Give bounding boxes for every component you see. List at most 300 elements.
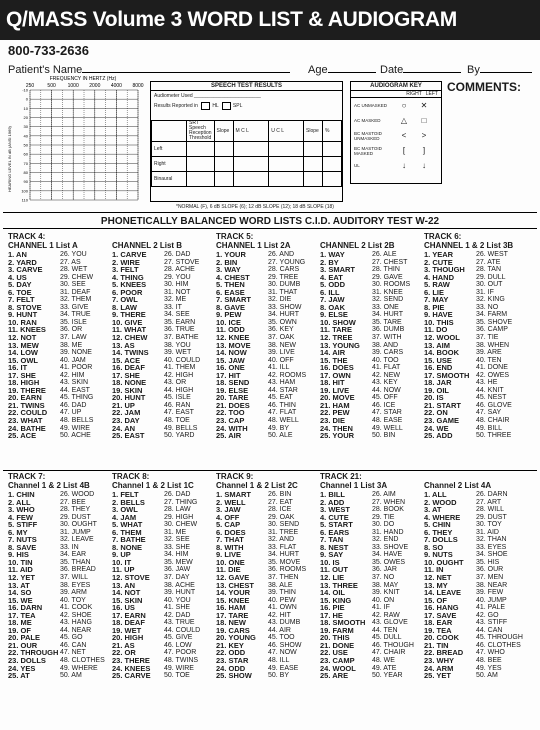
word-item: 31. THAT [268,288,298,296]
word-item: 31. ME [164,528,187,536]
date-field[interactable] [380,62,461,76]
word-item: 50. TOE [164,672,190,680]
word-item: 26. AND [268,251,295,258]
word-item: 44. TEN [372,626,398,634]
word-item: 19. OF [8,625,31,635]
word-item: 47. EAST [164,409,194,417]
divider [3,228,537,229]
divider [3,470,537,471]
word-item: 23. CAMP [320,656,355,666]
word-item: 34. SHOE [476,551,508,559]
word-item: 13. AN [112,580,136,590]
word-item: 11. OUT [320,565,348,575]
word-item: 47. FLAT [268,409,297,417]
word-item: 12. TREE [320,333,353,343]
word-item: 50. YARD [164,432,195,440]
word-item: 17. SMOOTH [424,370,470,380]
word-item: 19. WET [112,625,142,635]
word-item: 49. YES [476,664,502,672]
word-item: 26. BIN [268,491,292,498]
word-item: 30. SEND [268,521,300,529]
word-item: 19. CARS [216,625,250,635]
word-item: 27. ATE [476,258,501,266]
word-item: 5. THEN [216,280,245,290]
word-item: 17. SHE [112,370,140,380]
word-item: 35. HIS [476,558,500,566]
word-item: 22. TOO [216,408,245,418]
word-item: 37. LAW [60,334,87,342]
word-item: 34. FARM [476,311,508,319]
word-item: 27. THING [164,498,198,506]
word-item: 20. EARN [8,393,42,403]
word-item: 30. OUGHT [60,521,97,529]
word-list [424,232,528,440]
word-item: 30. TOY [476,521,502,529]
word-item: 14. LEAVE [424,588,461,598]
word-item: 39. HUNT [164,589,196,597]
word-item: 31. TREE [268,528,299,536]
word-item: 38. ACHE [164,581,195,589]
word-item: 2. WELL [216,497,246,507]
word-item: 17. SAVE [424,610,457,620]
track-label: TRACK 7: [8,472,46,481]
word-item: 30. CHEW [164,521,198,529]
word-item: 20. THIS [320,633,350,643]
word-item: 27. AS [60,258,81,266]
word-item: 41. OWN [268,604,297,612]
word-item: 29. HIGH [164,513,194,521]
level-tick-label: 40 [23,133,28,139]
track-label: TRACK 8: [112,472,150,481]
word-item: 24. WITH [216,423,248,433]
cell[interactable] [187,172,215,187]
word-item: 14. AIR [320,348,346,358]
word-item: 14. OIL [320,588,346,598]
word-item: 24. AN [112,423,136,433]
age-label: Age [308,64,328,76]
word-item: 49. BILL [476,424,503,432]
word-item: 43. DUMB [268,619,301,627]
word-item: 12. KNEE [216,333,250,343]
word-item: 1. YEAR [424,250,454,259]
slope2-header: Slope [304,121,323,142]
divider [3,212,537,213]
word-item: 39. CARS [372,349,404,357]
word-item: 49. WIRE [60,424,90,432]
word-item: 1. AN [8,250,27,259]
word-item: 33. SHOVE [372,543,409,551]
key-left: LEFT [425,91,438,97]
word-item: 37. DAY [164,574,190,582]
word-item: 33. IN [60,543,79,551]
key-right-symbol: ○ [401,101,407,110]
word-item: 41. COOK [60,604,93,612]
word-item: 46. LOW [164,641,192,649]
word-item: 15. THE [320,355,348,365]
word-item: 9. ELSE [320,310,348,320]
word-item: 34. EAR [60,551,87,559]
track-label: TRACK 5: [216,232,254,241]
word-item: 32. THEM [60,296,92,304]
left-row-label: Left [152,142,187,157]
word-item: 12. LIE [320,573,345,583]
word-item: 25. CARVE [112,671,151,681]
word-item: 11. DIE [216,565,241,575]
word-item: 44. STAR [268,386,298,394]
cell[interactable] [269,142,304,157]
word-item: 20. TARE [216,393,249,403]
word-list [320,232,424,440]
word-item: 22. ON [424,408,448,418]
word-item: 19. THERE [8,385,46,395]
word-item: 25. EAST [112,431,145,441]
word-item: 18. SMOOTH [320,618,366,628]
word-item: 45. GO [60,634,83,642]
word-item: 9. HIS [8,550,29,560]
word-item: 2. WIRE [112,257,140,267]
word-item: 24. WOOL [320,663,356,673]
word-item: 2. ADD [320,497,345,507]
list-label: CHANNEL 1 List A [8,241,78,250]
word-item: 39. ARE [476,349,502,357]
word-item: 43. SKIN [60,379,89,387]
word-item: 29. GAVE [372,273,403,281]
spl-checkbox[interactable] [222,102,231,110]
word-item: 50. BY [268,672,290,680]
word-item: 47. POOR [164,649,197,657]
cell[interactable] [214,157,233,172]
word-item: 28. LAW [164,506,191,514]
word-item: 40. TOO [372,356,399,364]
level-tick-label: 90 [23,179,28,185]
word-item: 3. THOUGH [424,265,465,275]
word-item: 23. CAP [216,416,245,426]
word-item: 42. ROOMS [268,371,307,379]
word-item: 27. EAT [268,498,293,506]
word-item: 47. STAR [372,409,402,417]
word-item: 30. OUT [476,281,503,289]
word-item: 44. HIGH [164,386,194,394]
key-left-symbol: ✕ [420,101,428,110]
word-item: 4. JAM [112,512,137,522]
word-item: 8. GAVE [216,302,246,312]
audiometer-used-field[interactable]: Audiometer Used ________________________ [154,93,261,99]
word-item: 1. FELT [112,490,139,499]
word-item: 8. SO [424,542,444,552]
word-item: 9. THERE [112,310,146,320]
word-item: 38. YOU [164,341,191,349]
word-item: 36. KEY [268,326,294,334]
word-item: 24. ARM [424,663,454,673]
word-item: 48. EASE [372,417,403,425]
word-item: 27. BEE [60,498,86,506]
word-item: 41. ILL [268,364,290,372]
word-item: 47. SAY [476,409,502,417]
word-item: 16. HANG [424,603,459,613]
word-item: 25. AT [8,671,30,681]
word-item: 3. AT [424,505,442,515]
word-item: 39. ARM [60,589,87,597]
cell[interactable] [214,142,233,157]
level-tick-label: 30 [23,124,28,130]
cell[interactable] [323,142,342,157]
word-item: 7. BATHE [112,535,146,545]
hl-checkbox[interactable] [201,102,210,110]
word-item: 1. YOUR [216,250,246,259]
level-tick-label: -10 [22,87,28,93]
word-list [112,472,216,680]
word-item: 34. HURT [268,311,299,319]
word-item: 11. KNEES [8,325,46,335]
word-item: 10. IT [112,557,132,567]
word-item: 16. END [424,363,453,373]
word-item: 5. DAY [8,280,32,290]
word-item: 29. CHEW [60,273,94,281]
comments-label: COMMENTS: [447,80,521,94]
age-field[interactable] [308,62,376,76]
word-item: 13. CHEST [216,580,254,590]
word-item: 48. CHAIR [476,417,510,425]
word-item: 20. HIGH [112,633,144,643]
results-reported-row [151,101,342,111]
key-row-label: BC MASTOID MASKED [354,145,382,156]
pct-header: % [323,121,342,142]
cell[interactable] [233,142,269,157]
cell[interactable] [304,157,323,172]
cell[interactable] [187,142,215,157]
word-item: 16. DOES [320,363,354,373]
word-item: 26. ALE [372,251,397,258]
word-item: 10. OUGHT [424,557,464,567]
word-item: 22. OR [112,648,136,658]
word-item: 34. HAVE [372,551,403,559]
word-item: 36. ROOMS [268,566,307,574]
word-item: 40. OFF [268,356,294,364]
word-item: 9. LIVE [216,550,242,560]
word-item: 13. AIM [424,340,450,350]
word-item: 12. GAVE [216,573,250,583]
track-label: TRACK 21: [320,472,362,481]
audiogram-chart[interactable] [6,74,146,204]
cell[interactable] [233,172,269,187]
word-item: 33. IT [164,303,182,311]
word-item: 46. GLOVE [476,401,512,409]
word-item: 26. WEST [476,251,508,258]
patient-name-label: Patient's Name [8,64,83,76]
word-item: 3. WHO [8,505,35,515]
word-item: 14. YOUR [216,588,251,598]
word-item: 26. DAD [164,491,191,498]
speech-title: SPEECH TEST RESULTS [151,82,342,91]
word-item: 42. NEW [372,371,401,379]
word-item: 31. AID [476,528,499,536]
word-item: 47. UP [60,409,82,417]
word-item: 27. WHEN [372,498,406,506]
level-tick-label: 100 [21,188,28,194]
word-item: 14. NOT [112,588,141,598]
level-tick-label: 0 [25,96,28,102]
word-item: 33. NO [476,303,499,311]
word-item: 43. GLOVE [372,619,408,627]
word-item: 24. YES [8,663,36,673]
track-label: TRACK 4: [8,232,46,241]
word-item: 47. WHO [476,649,505,657]
audiometer-label: Audiometer Used [154,93,193,99]
word-item: 8. NONE [112,542,143,552]
word-item: 4. CHEST [216,272,250,282]
cell[interactable] [233,157,269,172]
word-item: 15. KING [320,595,352,605]
word-item: 28. CARS [268,266,300,274]
word-item: 21. AS [112,640,135,650]
cell[interactable] [304,142,323,157]
word-item: 22. BREAD [424,648,464,658]
word-item: 50. BIN [372,432,396,440]
word-item: 42. RAW [372,611,400,619]
word-item: 24. THEN [320,423,353,433]
word-item: 24. KNEES [112,663,151,673]
word-item: 44. AIR [268,626,291,634]
word-item: 31. HAND [372,528,404,536]
word-item: 48. ILL [268,657,290,665]
word-item: 28. TAN [476,266,502,274]
word-item: 37. WITH [372,334,402,342]
word-item: 17. HIT [216,370,241,380]
cell[interactable] [214,172,233,187]
word-item: 23. WHY [424,656,455,666]
word-item: 34. HURT [372,311,403,319]
word-item: 3. CARVE [8,265,43,275]
word-item: 35. THAN [60,558,91,566]
word-item: 18. ME [8,618,32,628]
word-list [8,232,112,440]
cell[interactable] [269,172,304,187]
word-item: 44. NEAR [60,626,92,634]
word-item: 6. TOE [8,287,32,297]
word-item: 23. DOLLS [8,656,46,666]
word-item: 11. ODD [216,325,245,335]
word-item: 13. AS [112,340,135,350]
word-item: 46. DAD [60,401,87,409]
track-label [320,232,424,241]
key-right-symbol: △ [400,116,408,125]
word-item: 8. OAK [320,302,346,312]
cell[interactable] [323,172,342,187]
word-item: 33. FLAT [268,543,297,551]
word-item: 21. TWINS [8,400,45,410]
word-item: 10. SHOW [320,317,356,327]
word-item: 3. OWL [112,505,138,515]
word-item: 18. HIGH [8,378,40,388]
list-label: CHANNEL 1 & 2 List 3B [424,241,514,250]
word-item: 2. YARD [8,257,37,267]
cell[interactable] [323,157,342,172]
word-item: 43. STIFF [476,619,508,627]
word-item: 21. OUR [8,640,38,650]
word-item: 25. ACE [8,431,37,441]
word-item: 3. WAY [216,265,241,275]
word-item: 22. COULD [8,408,48,418]
word-item: 13. THREE [320,580,358,590]
word-item: 14. TWINS [112,348,149,358]
word-item: 2. BELLS [112,497,145,507]
word-item: 29. OAK [268,513,295,521]
word-item: 40. COULD [164,356,201,364]
cell[interactable] [269,157,304,172]
date-label: Date [380,64,404,76]
word-item: 37. TIE [476,334,499,342]
word-item: 41. IF [372,604,390,612]
word-item: 29. YOU [164,273,191,281]
word-item: 16. HAM [216,603,246,613]
by-field[interactable] [467,62,532,76]
cell[interactable] [187,157,215,172]
cell[interactable] [304,172,323,187]
word-item: 31. NOT [164,288,191,296]
word-item: 19. SKIN [112,385,143,395]
word-item: 5. ODD [320,280,346,290]
word-item: 35. SHOVE [476,318,513,326]
word-item: 21. DONE [320,640,355,650]
word-item: 37. OAK [268,334,295,342]
word-item: 4. HAND [424,272,455,282]
word-item: 19. TEA [424,625,452,635]
word-item: 50. ALE [268,432,293,440]
page-title: Q/MASS Volume 3 WORD LIST & AUDIOGRAM [6,8,457,31]
word-list [216,232,320,440]
word-item: 5. CHIN [424,520,451,530]
word-item: 32. SEND [372,296,404,304]
word-item: 43. HE [476,379,498,387]
word-item: 35. TARE [372,318,402,326]
word-item: 7. MAY [424,295,449,305]
key-row-label: AC MASKED [354,118,381,123]
word-item: 17. SHE [8,370,36,380]
word-item: 26. DAD [164,251,191,258]
word-item: 33. EYES [476,543,507,551]
key-right-symbol: ↓ [402,161,406,170]
word-item: 28. THEY [60,506,91,514]
word-item: 30. ROOMS [372,281,411,289]
word-item: 12. WOOL [424,333,460,343]
word-item: 35. MEW [164,558,193,566]
word-item: 4. THING [112,272,144,282]
key-row [351,113,441,128]
word-item: 6. EASE [216,287,245,297]
key-row [351,143,441,158]
word-item: 36. JAW [164,566,191,574]
word-item: 5. KNEES [112,280,147,290]
word-item: 21. KEY [216,640,244,650]
word-item: 7. DOLLS [424,535,458,545]
level-tick-label: 60 [23,151,28,157]
word-item: 32. THAN [476,536,507,544]
word-item: 6. POOR [112,287,143,297]
word-item: 6. MY [8,527,28,537]
word-item: 11. TARE [320,325,352,335]
word-item: 49. WIRE [164,664,194,672]
word-item: 20. MOVE [320,393,355,403]
word-item: 33. GIVE [60,303,89,311]
word-item: 41. SHE [164,604,191,612]
word-item: 21. TIN [424,640,449,650]
level-tick-label: 10 [23,105,28,111]
level-tick-label: 80 [23,170,28,175]
word-item: 39. LIVE [268,349,295,357]
word-item: 4. WHERE [424,512,461,522]
word-item: 2. ALL [8,497,31,507]
word-item: 35. ISLE [60,318,87,326]
